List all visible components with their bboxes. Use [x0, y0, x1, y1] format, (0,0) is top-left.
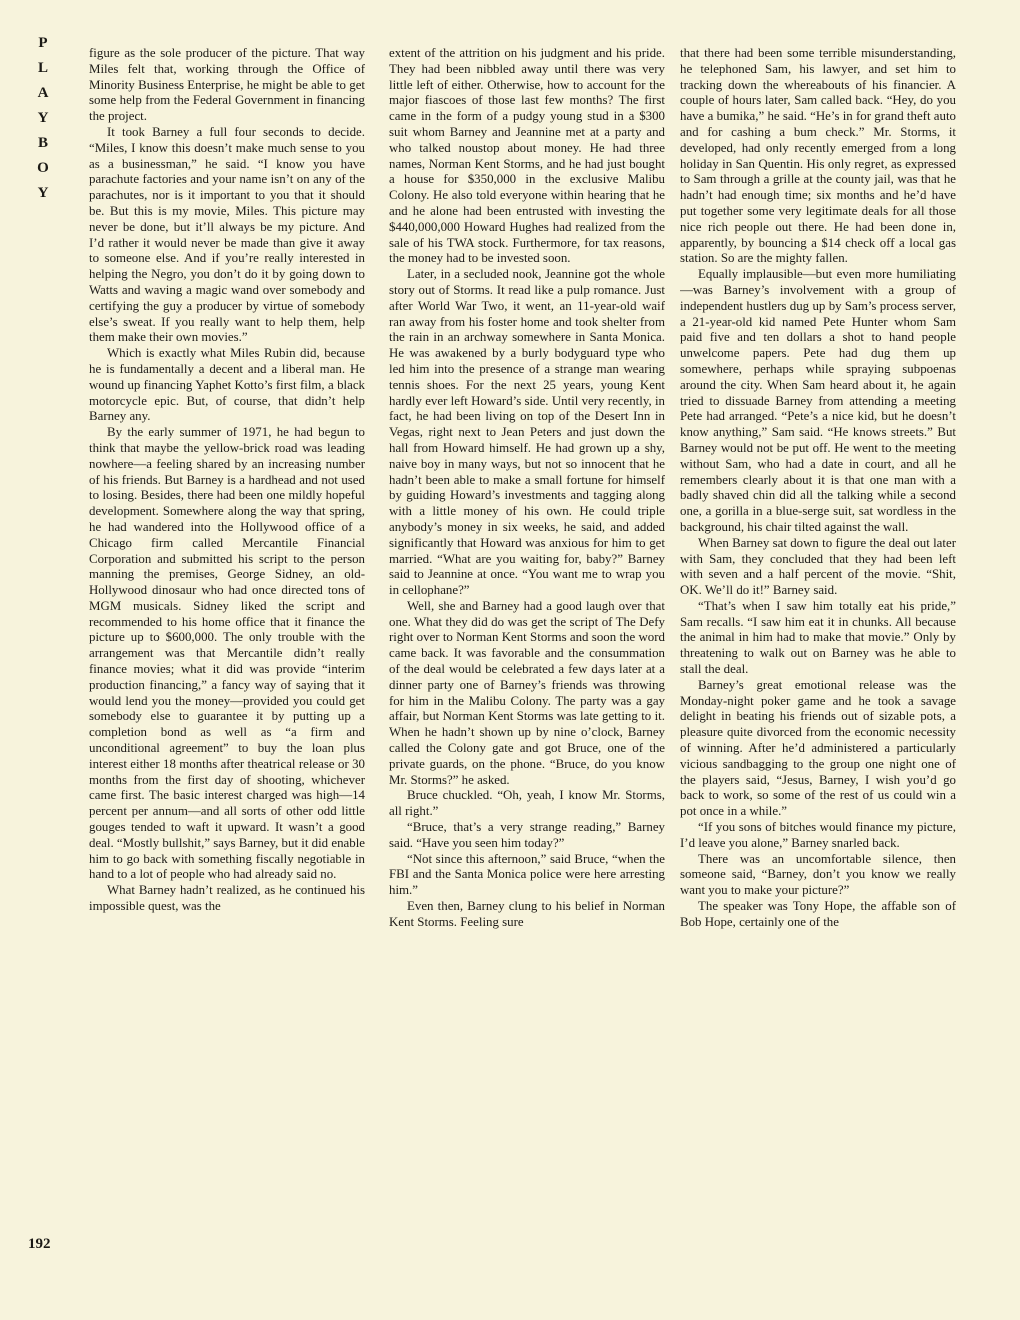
paragraph: When Barney sat down to figure the deal out later with Sam, they concluded that they had been left with seven and a half percent of the movie. “Shit, OK. We’ll do it!” Barney said.: [680, 535, 956, 598]
masthead-letter: A: [37, 85, 49, 101]
paragraph: “That’s when I saw him totally eat his pride,” Sam recalls. “I saw him eat it in chunks. All because the animal in him had to make that movie.” Only by threatening to walk out on Barney was he able to stall the deal.: [680, 598, 956, 677]
paragraph: It took Barney a full four seconds to decide. “Miles, I know this doesn’t make much sense to you as a businessman,” he said. “I know you have parachute factories and your name isn’t on any of the parachutes, nor is it important to you that it should be. But this is my movie, Miles. This picture may never be done, but it’ll always be my picture. And I’d rather it would never be made than give it away to someone else. And if you’re really interested in helping the Negro, you don’t do it by going down to Watts and waving a magic wand over somebody and certifying the guy a producer by virtue of somebody else’s sweat. If you really want to help them, help them make their own movies.”: [89, 124, 365, 345]
masthead-letter: B: [37, 135, 48, 151]
paragraph: Well, she and Barney had a good laugh over that one. What they did do was get the script of The Defy right over to Norman Kent Storms and soon the word came back. It was favorable and the consummation of the deal would be celebrated a few days later at a dinner party one of Barney’s friends was throwing for him in the Malibu Colony. The party was a gay affair, but Norman Kent Storms was late getting to it. When he hadn’t shown up by nine o’clock, Barney called the Colony gate and got Bruce, one of the private guards, on the phone. “Bruce, do you know Mr. Storms?” he asked.: [389, 598, 665, 787]
masthead-letter: P: [38, 35, 48, 51]
masthead-letter: O: [37, 160, 49, 176]
paragraph: By the early summer of 1971, he had begun to think that maybe the yellow-brick road was leading nowhere—a feeling shared by an increasing number of his friends. But Barney is a hardhead and not used to losing. Besides, there had been one mildly hopeful development. Somewhere along the way that spring, he had wandered into the Hollywood office of a Chicago firm called Mercantile Financial Corporation and submitted his script to the person manning the premises, George Sidney, an old-Hollywood dinosaur who had once directed tons of MGM musicals. Sidney liked the script and recommended to his home office that it finance the picture up to $600,000. The only trouble with the arrangement was that Mercantile didn’t really finance movies; what it did was provide “interim production financing,” a fancy way of saying that it would lend you the money—provided you could get somebody else to guarantee it by putting up a completion bond as well as “a firm and unconditional agreement” to buy the loan plus interest either 18 months after theatrical release or 30 months from the first day of shooting, whichever came first. The basic interest charged was high—14 percent per annum—and all sorts of other odd little gouges tended to waft it upward. It wasn’t a good deal. “Mostly bullshit,” says Barney, but it did enable him to go back with something fiscally negotiable in hand to a lot of people who had already said no.: [89, 425, 365, 882]
paragraph: Later, in a secluded nook, Jeannine got the whole story out of Storms. It read like a pulp romance. Just after World War Two, it went, an 11-year-old waif ran away from his foster home and took shelter from the rain in an archway somewhere in Santa Monica. He was awakened by a burly bodyguard type who led him into the presence of a strange man wearing tennis shoes. For the next 25 years, young Kent hardly ever left Howard’s side. Until very recently, in fact, he had been living on top of the Desert Inn in Vegas, right next to Jean Peters and just down the hall from Howard himself. He had grown up a shy, naive boy in many ways, but not so innocent that he hadn’t been able to make a small fortune for himself by guiding Howard’s investments and tagging along with a little money of his own. He could triple anybody’s money in six weeks, he said, and added significantly that Howard was anxious for him to get married. “What are you waiting for, baby?” Barney said to Jeannine at once. “You want me to wrap you in cellophane?”: [389, 267, 665, 598]
text-column-3: [680, 46, 956, 1264]
text-column-2: [389, 46, 665, 1264]
paragraph: The speaker was Tony Hope, the affable son of Bob Hope, certainly one of the: [680, 899, 956, 929]
paragraph: extent of the attrition on his judgment and his pride. They had been nibbled away until there was very little left of either. Otherwise, how to account for the major fiascoes of those last few months? The first came in the form of a pudgy young stud in a $300 suit whom Barney and Jeannine met at a party and who talked noustop about money. He had three names, Norman Kent Storms, and he had just bought a house for $350,000 in the exclusive Malibu Colony. He also told everyone within hearing that he and he alone had been entrusted with investing the $440,000,000 Howard Hughes had realized from the sale of his TWA stock. Furthermore, for tax reasons, the money had to be invested soon.: [389, 46, 665, 266]
magazine-masthead: [28, 36, 58, 211]
paragraph: figure as the sole producer of the picture. That way Miles felt that, working through the Office of Minority Business Enterprise, he might be able to get some help from the Federal Government in financing the project.: [89, 46, 365, 124]
paragraph: What Barney hadn’t realized, as he continued his impossible quest, was the: [89, 883, 365, 914]
paragraph: “Bruce, that’s a very strange reading,” Barney said. “Have you seen him today?”: [389, 820, 665, 850]
paragraph: Equally implausible—but even more humiliating—was Barney’s involvement with a group of independent hustlers dug up by Sam’s process server, a 21-year-old kid named Pete Hunter whom Sam paid five and ten dollars a shot to hand people unwelcome papers. Pete had dug them up somewhere, perhaps while spraying subpoenas around the city. When Sam heard about it, he again tried to dissuade Barney from attending a meeting Pete had arranged. “Pete’s a nice kid, but he doesn’t know anything,” Sam said. “He knows streets.” But Barney would not be put off. He went to the meeting without Sam, who had a date in court, and all he remembers clearly about it is that one man with a badly shaved chin did all the talking while a second one, a gorilla in a blue-serge suit, sat wordless in the background, his chair tilted against the wall.: [680, 267, 956, 534]
paragraph: “Not since this afternoon,” said Bruce, “when the FBI and the Santa Monica police were here arresting him.”: [389, 851, 665, 898]
text-column-1: [89, 46, 365, 1264]
paragraph: that there had been some terrible misunderstanding, he telephoned Sam, his lawyer, and set him to tracking down the whereabouts of his financier. A couple of hours later, Sam called back. “Hey, do you have a bumika,” he said. “He’s in for grand theft auto and for cashing a bum check.” Mr. Storms, it developed, had only recently emerged from a long holiday in San Quentin. His only regret, as expressed to Sam through a grille at the county jail, was that he hadn’t had enough time; six months and he’d have put together some very legitimate deals for all those nice rich people out there. He had been done in, apparently, by bouncing a $14 check off a local gas station. So are the mighty fallen.: [680, 46, 956, 266]
masthead-letter: Y: [37, 185, 49, 201]
paragraph: Which is exactly what Miles Rubin did, because he is fundamentally a decent and a liberal man. He wound up financing Yaphet Kotto’s first film, a black motorcycle epic. But, of course, that didn’t help Barney any.: [89, 346, 365, 424]
paragraph: Bruce chuckled. “Oh, yeah, I know Mr. Storms, all right.”: [389, 788, 665, 819]
page-number: 192: [28, 1236, 51, 1252]
masthead-letter: Y: [37, 110, 49, 126]
paragraph: There was an uncomfortable silence, then someone said, “Barney, don’t you know we really want you to make your picture?”: [680, 851, 956, 898]
masthead-letter: L: [37, 60, 48, 76]
paragraph: Even then, Barney clung to his belief in Norman Kent Storms. Feeling sure: [389, 899, 665, 929]
paragraph: “If you sons of bitches would finance my picture, I’d leave you alone,” Barney snarled back.: [680, 820, 956, 850]
paragraph: Barney’s great emotional release was the Monday-night poker game and he took a savage delight in beating his friends out of sizable pots, a pleasure quite divorced from the economic necessity of winning. After he’d administered a particularly vicious sandbagging to the group one night one of the players said, “Jesus, Barney, I wish you’d go back to work, so some of the rest of us could win a pot once in a while.”: [680, 677, 956, 819]
